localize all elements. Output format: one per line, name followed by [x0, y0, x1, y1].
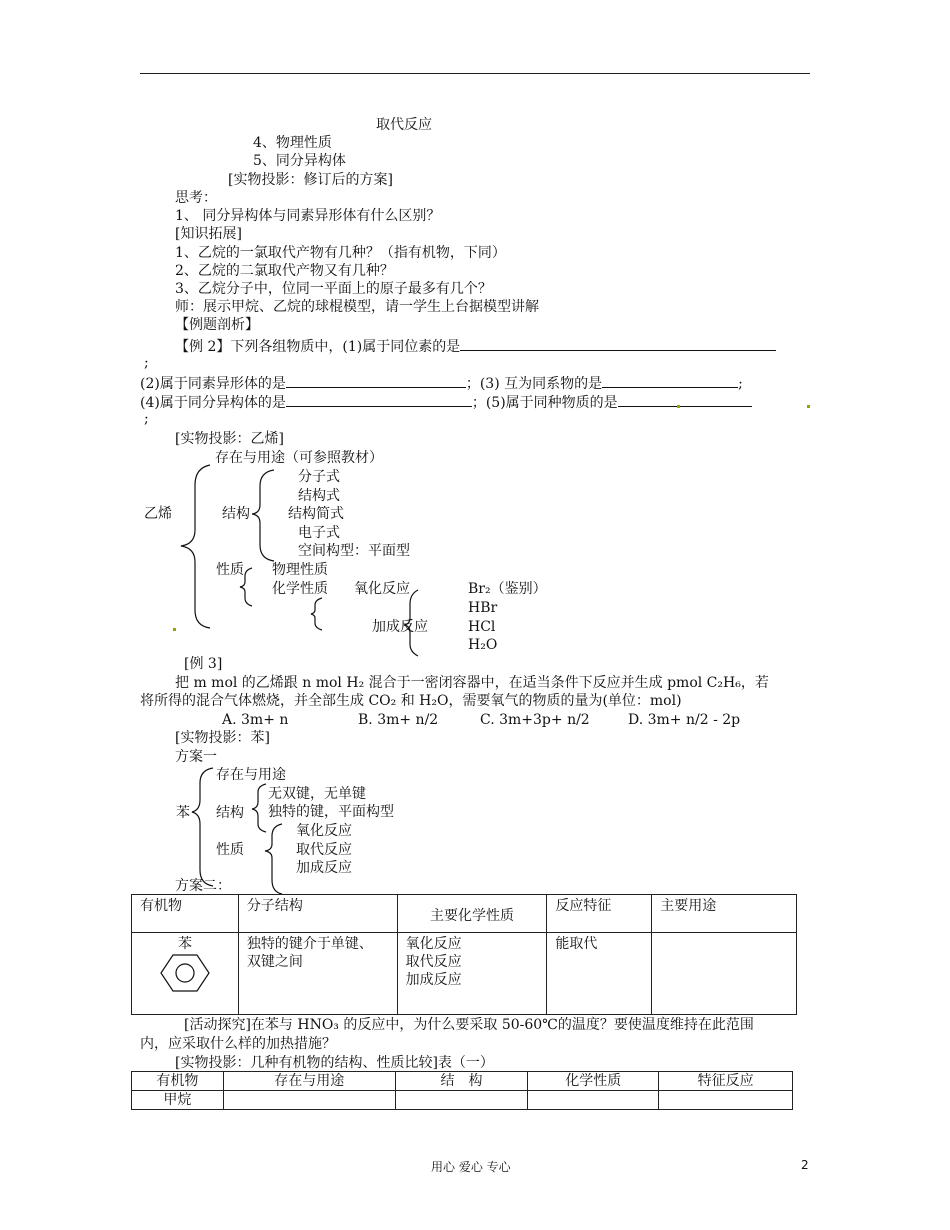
- benzene-struct-item: 无双键，无单键: [268, 786, 366, 802]
- benzene-prop-item: 加成反应: [296, 860, 352, 876]
- benzene-prop-item: 氧化反应: [296, 823, 352, 839]
- property-line: 加成反应: [405, 972, 462, 988]
- table-header: 存在与用途: [223, 1072, 395, 1091]
- extension-item: 1、乙烷的一氯取代产物有几种？（指有机物，下同）: [175, 245, 506, 261]
- table-cell: [132, 933, 239, 1015]
- page-number: 2: [801, 1158, 809, 1172]
- table-header: 主要化学性质: [397, 895, 547, 933]
- option-a[interactable]: A. 3m+ n: [222, 712, 289, 728]
- ethene-physical: 物理性质: [272, 562, 328, 578]
- extension-item: 2、乙烷的二氯取代产物又有几种？: [175, 263, 394, 279]
- example3-text: 把 m mol 的乙烯跟 n mol H₂ 混合于一密闭容器中，在适当条件下反应并生成 pmol C₂H₆，若: [175, 675, 769, 691]
- ethene-chemical: 化学性质: [272, 581, 328, 597]
- reagent: Br₂（鉴别）: [468, 581, 547, 597]
- option-d[interactable]: D. 3m+ n/2 - 2p: [628, 712, 741, 728]
- reagent: HBr: [468, 600, 498, 616]
- example3-text: 将所得的混合气体燃烧，并全部生成 CO₂ 和 H₂O，需要氧气的物质的量为(单位：mol): [140, 693, 682, 709]
- plan2-label: 方案二：: [175, 878, 231, 894]
- table-header: 分子结构: [238, 895, 397, 933]
- activity-text: [活动探究]在苯与 HNO₃ 的反应中，为什么要采取 50-60℃的温度？要使温度维持在此范围: [184, 1017, 754, 1033]
- ethene-exist: 存在与用途（可参照教材）: [215, 450, 383, 466]
- ethene-root: 乙烯: [144, 506, 172, 522]
- think-question: 1、 同分异构体与同素异形体有什么区别？: [175, 208, 441, 224]
- semicolon: ;: [144, 411, 149, 427]
- projection-note: [实物投影：修订后的方案]: [228, 172, 393, 188]
- table-cell: 能取代: [547, 933, 652, 1015]
- ethene-oxidation: 氧化反应: [354, 581, 410, 597]
- table-header: 化学性质: [528, 1072, 659, 1091]
- table-cell: [652, 933, 797, 1015]
- example2-part3: ；(3) 互为同系物的是: [465, 376, 603, 392]
- structure-line: 双键之间: [246, 954, 303, 970]
- benzene-ring-icon: [159, 953, 211, 993]
- extension-item: 3、乙烷分子中，位同一平面上的原子最多有几个？: [175, 281, 492, 297]
- activity-text: 内，应采取什么样的加热措施？: [140, 1036, 336, 1052]
- table-header: 特征反应: [659, 1072, 793, 1091]
- section-title: 取代反应: [376, 117, 432, 133]
- extension-label: [知识拓展]: [175, 226, 242, 242]
- semicolon: ;: [144, 355, 149, 371]
- ethene-struct-item: 空间构型：平面型: [298, 543, 410, 559]
- projection-benzene: [实物投影：苯]: [175, 730, 270, 746]
- ethene-structure: 结构: [222, 506, 250, 522]
- table-cell: 甲烷: [132, 1091, 224, 1110]
- think-label: 思考：: [175, 190, 217, 206]
- outline-item: 5、同分异构体: [253, 153, 346, 169]
- brace: [181, 465, 210, 628]
- ethene-addition: 加成反应: [372, 619, 428, 635]
- example3-label: [例 3]: [184, 656, 223, 672]
- structure-line: 独特的键介于单键、: [246, 936, 373, 952]
- outline-item: 4、物理性质: [253, 135, 332, 151]
- comparison-table: [131, 1071, 793, 1110]
- table-cell: [528, 1091, 659, 1110]
- benzene-structure: 结构: [216, 805, 244, 821]
- projection-ethene: [实物投影：乙烯]: [175, 431, 284, 447]
- property-line: 取代反应: [405, 954, 462, 970]
- ethene-property: 性质: [216, 562, 244, 578]
- example2-part4: (4)属于同分异构体的是: [140, 395, 286, 411]
- example2-part2: (2)属于同素异形体的是: [140, 376, 286, 392]
- table-row: [132, 933, 797, 1015]
- projection-table: [实物投影：几种有机物的结构、性质比较]表（一）: [175, 1055, 494, 1071]
- option-b[interactable]: B. 3m+ n/2: [358, 712, 439, 728]
- plan1-label: 方案一: [175, 749, 217, 765]
- ethene-struct-item: 电子式: [298, 525, 340, 541]
- example2-question: 【例 2】下列各组物质中，(1)属于同位素的是: [175, 339, 461, 355]
- table-header-row: [132, 1072, 793, 1091]
- table-cell: [659, 1091, 793, 1110]
- ethene-struct-item: 结构式: [298, 488, 340, 504]
- table-cell: [238, 933, 397, 1015]
- benzene-property: 性质: [216, 842, 244, 858]
- table-header: 有机物: [132, 1072, 224, 1091]
- compound-name: 苯: [177, 936, 192, 952]
- table-cell: [397, 933, 547, 1015]
- ethene-struct-item: 分子式: [298, 469, 340, 485]
- example-heading: 【例题剖析】: [175, 317, 259, 333]
- table-cell: [223, 1091, 395, 1110]
- table-header: 结 构: [395, 1072, 528, 1091]
- benzene-prop-item: 取代反应: [296, 842, 352, 858]
- table-header-row: [132, 895, 797, 933]
- teacher-note: 师：展示甲烷、乙烷的球棍模型，请一学生上台据模型讲解: [175, 299, 539, 315]
- benzene-table: [131, 894, 797, 1015]
- table-header: 主要用途: [652, 895, 797, 933]
- benzene-struct-item: 独特的键，平面构型: [268, 804, 394, 820]
- table-cell: [395, 1091, 528, 1110]
- example2-line2: (2)属于同素异形体的是 ；(3) 互为同系物的是 ;: [140, 373, 743, 393]
- benzene-exist: 存在与用途: [216, 767, 286, 783]
- ethene-struct-item: 结构简式: [288, 506, 344, 522]
- benzene-root: 苯: [176, 805, 190, 821]
- option-c[interactable]: C. 3m+3p+ n/2: [480, 712, 590, 728]
- table-row: [132, 1091, 793, 1110]
- reagent: H₂O: [468, 637, 498, 653]
- reagent: HCl: [468, 619, 496, 635]
- table-header: 有机物: [132, 895, 239, 933]
- example2-part5: ；(5)属于同种物质的是: [471, 395, 618, 411]
- table-header: 反应特征: [547, 895, 652, 933]
- footer-motto: 用心 爱心 专心: [431, 1160, 511, 1174]
- property-line: 氧化反应: [405, 936, 462, 952]
